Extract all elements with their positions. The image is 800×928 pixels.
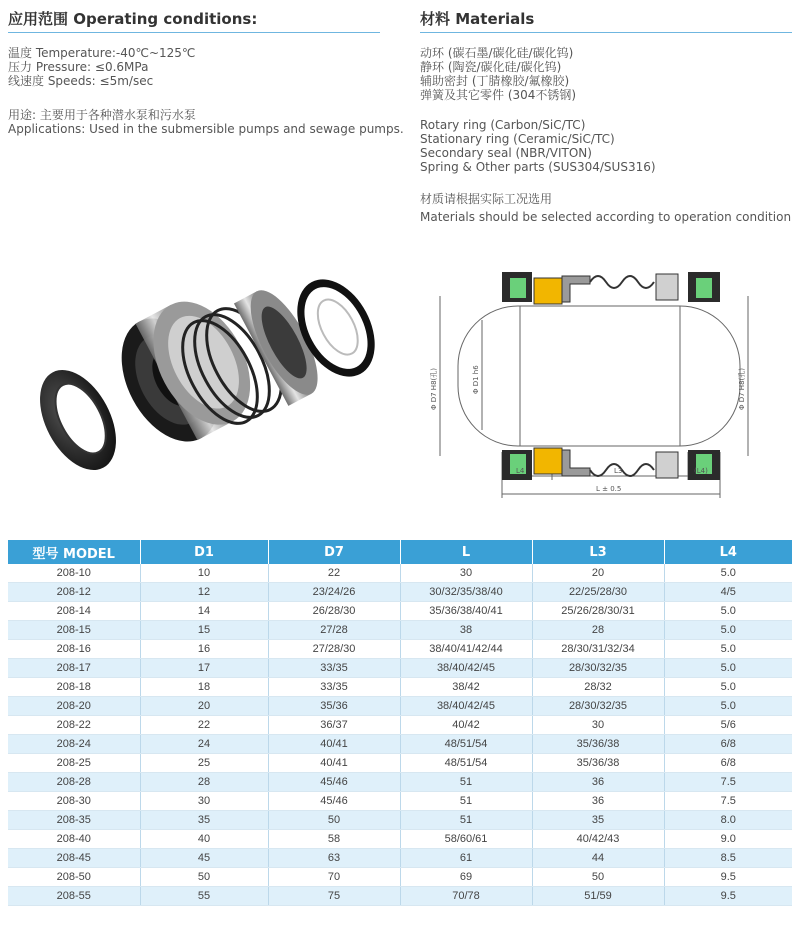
cell-l: 38 — [400, 621, 532, 640]
cell-d1: 16 — [140, 640, 268, 659]
cell-model: 208-20 — [8, 697, 140, 716]
table-row — [8, 830, 792, 849]
cell-model: 208-28 — [8, 773, 140, 792]
cell-d1: 50 — [140, 868, 268, 887]
cell-l: 38/40/41/42/44 — [400, 640, 532, 659]
cell-l: 51 — [400, 792, 532, 811]
rubber-boot-ring — [24, 357, 131, 482]
cell-d7: 23/24/26 — [268, 583, 400, 602]
cell-l4: 5.0 — [664, 621, 792, 640]
table-row — [8, 602, 792, 621]
material-cn-line: 静环 (陶瓷/碳化硅/碳化钨) — [420, 60, 562, 74]
pressure-line: 压力 Pressure: ≤0.6MPa — [8, 60, 149, 74]
material-cn-line: 弹簧及其它零件 (304不锈钢) — [420, 88, 577, 102]
table-row — [8, 849, 792, 868]
cell-l4: 5/6 — [664, 716, 792, 735]
spec-table — [8, 540, 792, 906]
cell-d7: 45/46 — [268, 792, 400, 811]
cell-d1: 14 — [140, 602, 268, 621]
label-d1: Φ D1 h6 — [472, 365, 480, 394]
cell-d1: 40 — [140, 830, 268, 849]
cell-d1: 30 — [140, 792, 268, 811]
cell-l4: 8.0 — [664, 811, 792, 830]
cell-l4: 5.0 — [664, 678, 792, 697]
materials-cn-list — [420, 46, 576, 102]
cell-l3: 36 — [532, 773, 664, 792]
table-row — [8, 887, 792, 906]
cell-d1: 55 — [140, 887, 268, 906]
cell-l4: 9.0 — [664, 830, 792, 849]
header-l4: L4 — [664, 540, 792, 564]
table-row — [8, 716, 792, 735]
cell-l: 48/51/54 — [400, 754, 532, 773]
label-d7-right: Φ D7 H8(孔) — [738, 368, 746, 410]
cell-d1: 22 — [140, 716, 268, 735]
cell-d1: 17 — [140, 659, 268, 678]
cell-model: 208-14 — [8, 602, 140, 621]
cell-model: 208-12 — [8, 583, 140, 602]
cell-l: 38/40/42/45 — [400, 659, 532, 678]
operating-title: 应用范围 Operating conditions: — [8, 10, 258, 28]
cell-model: 208-15 — [8, 621, 140, 640]
cell-l3: 28 — [532, 621, 664, 640]
cell-model: 208-10 — [8, 564, 140, 583]
cell-model: 208-30 — [8, 792, 140, 811]
cell-l4: 5.0 — [664, 640, 792, 659]
header-model: 型号 MODEL — [8, 540, 140, 564]
cell-model: 208-16 — [8, 640, 140, 659]
table-row — [8, 735, 792, 754]
cell-d7: 27/28 — [268, 621, 400, 640]
cell-l: 38/42 — [400, 678, 532, 697]
cell-l: 70/78 — [400, 887, 532, 906]
cell-l: 30 — [400, 564, 532, 583]
applications-block — [8, 108, 404, 136]
cell-d7: 33/35 — [268, 678, 400, 697]
shaft-outline — [458, 306, 740, 446]
cell-l3: 28/30/31/32/34 — [532, 640, 664, 659]
cell-l4: 6/8 — [664, 735, 792, 754]
cell-l3: 28/32 — [532, 678, 664, 697]
application-cn: 用途: 主要用于各种潜水泵和污水泵 — [8, 108, 196, 122]
materials-note-cn: 材质请根据实际工况选用 — [420, 192, 553, 206]
cell-l4: 5.0 — [664, 697, 792, 716]
cell-d1: 35 — [140, 811, 268, 830]
cell-d7: 40/41 — [268, 735, 400, 754]
material-en-line: Spring & Other parts (SUS304/SUS316) — [420, 160, 656, 174]
cell-d1: 45 — [140, 849, 268, 868]
application-en: Applications: Used in the submersible pumps and sewage pumps. — [8, 122, 404, 136]
cell-l3: 35 — [532, 811, 664, 830]
table-row — [8, 697, 792, 716]
cell-model: 208-22 — [8, 716, 140, 735]
cell-d7: 45/46 — [268, 773, 400, 792]
table-row — [8, 583, 792, 602]
cell-l4: 7.5 — [664, 792, 792, 811]
material-en-line: Secondary seal (NBR/VITON) — [420, 146, 592, 160]
label-d7-left: Φ D7 H8(孔) — [430, 368, 438, 410]
cell-model: 208-25 — [8, 754, 140, 773]
cell-l: 61 — [400, 849, 532, 868]
cell-l4: 9.5 — [664, 887, 792, 906]
cell-d7: 35/36 — [268, 697, 400, 716]
cell-l4: 8.5 — [664, 849, 792, 868]
temperature-line: 温度 Temperature:-40℃~125℃ — [8, 46, 196, 60]
cell-d7: 58 — [268, 830, 400, 849]
cell-l4: 6/8 — [664, 754, 792, 773]
cell-l3: 30 — [532, 716, 664, 735]
material-en-line: Rotary ring (Carbon/SiC/TC) — [420, 118, 586, 132]
table-row — [8, 678, 792, 697]
cell-d7: 70 — [268, 868, 400, 887]
label-l4: L4 — [516, 467, 525, 475]
seal-product-photo — [20, 270, 380, 510]
cell-l: 51 — [400, 811, 532, 830]
cell-d1: 24 — [140, 735, 268, 754]
materials-note — [420, 192, 791, 224]
label-l4-right: (L4) — [694, 467, 708, 475]
speed-line: 线速度 Speeds: ≤5m/sec — [8, 74, 154, 88]
table-row — [8, 621, 792, 640]
header-l3: L3 — [532, 540, 664, 564]
seal-technical-drawing — [430, 262, 760, 502]
materials-title: 材料 Materials — [420, 10, 535, 28]
cell-l: 48/51/54 — [400, 735, 532, 754]
cell-l3: 28/30/32/35 — [532, 659, 664, 678]
header-d7: D7 — [268, 540, 400, 564]
cell-l3: 20 — [532, 564, 664, 583]
table-row — [8, 811, 792, 830]
table-row — [8, 564, 792, 583]
material-cn-line: 动环 (碳石墨/碳化硅/碳化钨) — [420, 46, 574, 60]
cell-l4: 4/5 — [664, 583, 792, 602]
cell-model: 208-24 — [8, 735, 140, 754]
label-l: L ± 0.5 — [596, 485, 622, 493]
cell-d7: 63 — [268, 849, 400, 868]
cell-l4: 7.5 — [664, 773, 792, 792]
spec-table-body — [8, 564, 792, 906]
cell-l4: 9.5 — [664, 868, 792, 887]
table-row — [8, 773, 792, 792]
cell-d1: 25 — [140, 754, 268, 773]
cell-l: 38/40/42/45 — [400, 697, 532, 716]
materials-note-en: Materials should be selected according to operation condition — [420, 210, 792, 224]
cell-l: 35/36/38/40/41 — [400, 602, 532, 621]
table-header-row — [8, 540, 792, 564]
cell-d7: 22 — [268, 564, 400, 583]
cell-l3: 35/36/38 — [532, 754, 664, 773]
cell-model: 208-40 — [8, 830, 140, 849]
seal-section-top — [502, 272, 720, 304]
seal-section-bottom — [502, 448, 720, 480]
cell-d1: 18 — [140, 678, 268, 697]
cell-model: 208-55 — [8, 887, 140, 906]
cell-d1: 10 — [140, 564, 268, 583]
cell-d7: 50 — [268, 811, 400, 830]
cell-l4: 5.0 — [664, 602, 792, 621]
cell-l3: 25/26/28/30/31 — [532, 602, 664, 621]
label-l3: L3 — [614, 467, 623, 475]
cell-model: 208-18 — [8, 678, 140, 697]
cell-d7: 36/37 — [268, 716, 400, 735]
materials-title-rule — [420, 32, 792, 33]
cell-l3: 44 — [532, 849, 664, 868]
cell-d1: 20 — [140, 697, 268, 716]
cell-d1: 12 — [140, 583, 268, 602]
cell-l: 58/60/61 — [400, 830, 532, 849]
cell-l: 51 — [400, 773, 532, 792]
cell-model: 208-45 — [8, 849, 140, 868]
cell-d7: 75 — [268, 887, 400, 906]
cell-l: 40/42 — [400, 716, 532, 735]
cell-l: 69 — [400, 868, 532, 887]
cell-model: 208-17 — [8, 659, 140, 678]
table-row — [8, 640, 792, 659]
cell-d7: 27/28/30 — [268, 640, 400, 659]
table-row — [8, 792, 792, 811]
operating-conditions-list — [8, 46, 195, 88]
cell-d7: 26/28/30 — [268, 602, 400, 621]
cell-l3: 22/25/28/30 — [532, 583, 664, 602]
cell-model: 208-50 — [8, 868, 140, 887]
material-cn-line: 辅助密封 (丁腈橡胶/氟橡胶) — [420, 74, 570, 88]
cell-l3: 35/36/38 — [532, 735, 664, 754]
cell-model: 208-35 — [8, 811, 140, 830]
cell-d1: 28 — [140, 773, 268, 792]
cell-l3: 40/42/43 — [532, 830, 664, 849]
header-d1: D1 — [140, 540, 268, 564]
cell-d7: 40/41 — [268, 754, 400, 773]
table-row — [8, 659, 792, 678]
cell-d7: 33/35 — [268, 659, 400, 678]
table-row — [8, 868, 792, 887]
table-row — [8, 754, 792, 773]
materials-en-list — [420, 118, 656, 174]
cell-l4: 5.0 — [664, 659, 792, 678]
cell-l4: 5.0 — [664, 564, 792, 583]
header-l: L — [400, 540, 532, 564]
cell-l3: 36 — [532, 792, 664, 811]
material-en-line: Stationary ring (Ceramic/SiC/TC) — [420, 132, 615, 146]
cell-l3: 50 — [532, 868, 664, 887]
operating-title-rule — [8, 32, 380, 33]
cell-l3: 28/30/32/35 — [532, 697, 664, 716]
cell-l: 30/32/35/38/40 — [400, 583, 532, 602]
cell-l3: 51/59 — [532, 887, 664, 906]
cell-d1: 15 — [140, 621, 268, 640]
